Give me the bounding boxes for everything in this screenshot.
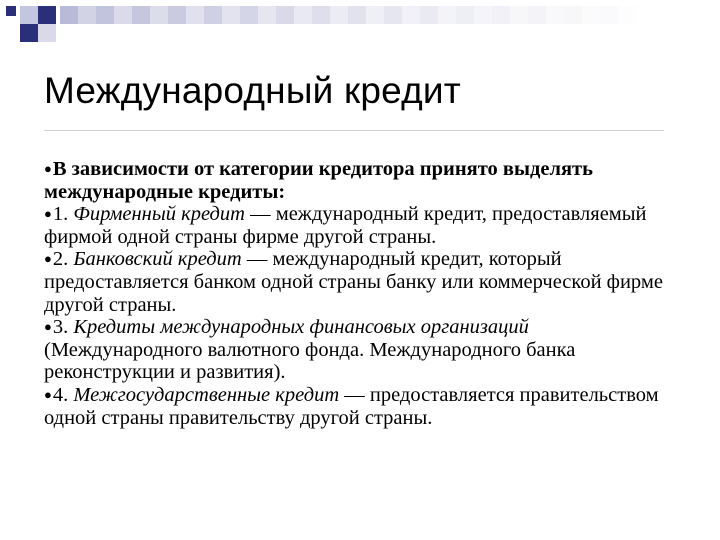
intro-paragraph xyxy=(44,158,684,203)
item-number: 1. xyxy=(52,203,74,226)
decorative-header-squares xyxy=(0,0,720,60)
bullet-icon: ● xyxy=(44,319,52,335)
item-term: Межгосударственные кредит xyxy=(73,383,340,406)
bullet-icon: ● xyxy=(44,161,52,176)
item-term: Фирменный кредит xyxy=(73,203,245,226)
list-item xyxy=(44,248,684,316)
item-number: 4. xyxy=(52,383,74,406)
list-item xyxy=(44,316,684,384)
bullet-icon: ● xyxy=(44,251,52,267)
item-definition: — предоставляется правительством одной страны правительству другой страны. xyxy=(44,383,659,429)
item-definition: — международный кредит, предоставляемый фирмой одной страны фирме другой страны. xyxy=(44,203,647,248)
item-number: 3. xyxy=(52,316,74,339)
item-term: Кредиты международных финансовых организаций xyxy=(73,316,529,339)
item-definition: — международный кредит, который предоставляется банком одной страны банку или коммерческой фирме другой страны. xyxy=(44,248,663,316)
bullet-icon: ● xyxy=(44,386,52,402)
list-item xyxy=(44,203,684,248)
slide-title: Международный кредит xyxy=(44,70,461,111)
bullet-icon: ● xyxy=(44,206,52,222)
item-term: Банковский кредит xyxy=(73,248,242,271)
slide-body xyxy=(44,158,684,429)
item-definition: (Международного валютного фонда. Международного банка реконструкции и развития). xyxy=(44,338,576,384)
title-divider xyxy=(44,130,664,131)
list-item xyxy=(44,384,684,429)
item-number: 2. xyxy=(52,248,74,271)
intro-text: В зависимости от категории кредитора принято выделять международные кредиты: xyxy=(44,158,593,203)
